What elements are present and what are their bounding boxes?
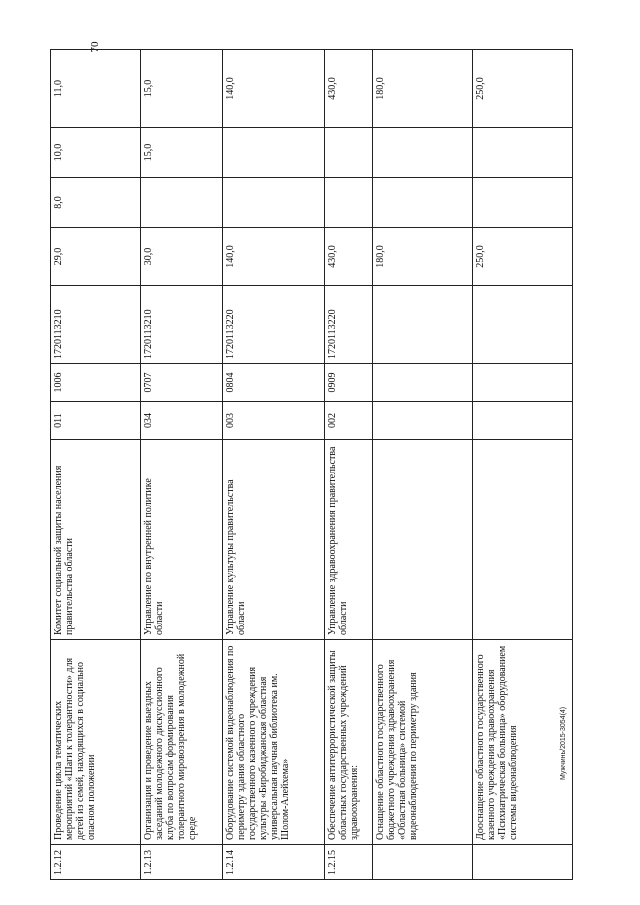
cell-executor: Управление по внутренней политике области [141,440,223,640]
cell-activity: Обеспечение антитеррористической защиты областных государственных учреждений здравоохранения: [325,640,373,845]
table-row [325,50,373,880]
cell-year3: 250,0 [473,50,573,128]
cell-year2: 10,0 [51,128,141,178]
cell-rzpr [473,364,573,402]
cell-year1 [141,178,223,228]
footer-code: Мужчинь/2015-3054(4) [560,706,567,780]
cell-year3: 180,0 [373,50,473,128]
cell-total: 250,0 [473,228,573,286]
rotated-table-wrapper [50,20,610,880]
cell-executor [473,440,573,640]
cell-year2 [223,128,325,178]
cell-executor [373,440,473,640]
cell-csr [473,286,573,364]
program-table [50,49,573,880]
cell-year1 [373,178,473,228]
cell-activity: Дооснащение областного государственного казенного учреждения здравоохранения «Психиатрическая больница» оборудованием системы видеонаблюдения [473,640,573,845]
cell-grbs: 002 [325,402,373,440]
cell-no: 1.2.13 [141,845,223,880]
cell-activity: Оснащение областного государственного бюджетного учреждения здравоохранения «Областная больница» системой видеонаблюдения по периметру здания [373,640,473,845]
cell-year1 [325,178,373,228]
cell-rzpr: 0909 [325,364,373,402]
table-row [373,50,473,880]
cell-grbs [473,402,573,440]
table-row [51,50,141,880]
cell-executor: Управление культуры правительства области [223,440,325,640]
cell-csr: 1720113220 [325,286,373,364]
cell-executor: Комитет социальной защиты населения правительства области [51,440,141,640]
cell-year2 [373,128,473,178]
cell-rzpr: 0707 [141,364,223,402]
cell-year3: 140,0 [223,50,325,128]
cell-no [473,845,573,880]
cell-year1 [473,178,573,228]
cell-no: 1.2.12 [51,845,141,880]
cell-total: 30,0 [141,228,223,286]
cell-year3: 11,0 [51,50,141,128]
cell-csr [373,286,473,364]
cell-year3: 430,0 [325,50,373,128]
cell-csr: 1720113210 [141,286,223,364]
cell-no [373,845,473,880]
cell-rzpr: 1006 [51,364,141,402]
cell-executor: Управление здравоохранения правительства области [325,440,373,640]
cell-grbs: 011 [51,402,141,440]
cell-year1 [223,178,325,228]
table-row [223,50,325,880]
cell-year2: 15,0 [141,128,223,178]
cell-no: 1.2.14 [223,845,325,880]
cell-grbs: 034 [141,402,223,440]
cell-grbs: 003 [223,402,325,440]
cell-total: 29,0 [51,228,141,286]
cell-csr: 1720113220 [223,286,325,364]
cell-total: 140,0 [223,228,325,286]
cell-rzpr: 0804 [223,364,325,402]
table-body [51,50,573,880]
cell-year2 [325,128,373,178]
cell-no: 1.2.15 [325,845,373,880]
cell-activity: Проведение цикла тематических мероприятий «Шаги к толерантности» для детей из семей, находящихся в социально опасном положении [51,640,141,845]
cell-total: 430,0 [325,228,373,286]
cell-year2 [473,128,573,178]
cell-year3: 15,0 [141,50,223,128]
cell-rzpr [373,364,473,402]
cell-activity: Организация и проведение выездных заседаний молодежного дискуссионного клуба по вопросам формирования толерантного мировоззрения в молодежной среде [141,640,223,845]
cell-total: 180,0 [373,228,473,286]
table-row [473,50,573,880]
cell-csr: 1720113210 [51,286,141,364]
cell-year1: 8,0 [51,178,141,228]
cell-activity: Оборудование системой видеонаблюдения по периметру здания областного государственного казенного учреждения культуры «Биробиджанская областная универсальная научная библиотека им. Шолом-Алейхема» [223,640,325,845]
cell-grbs [373,402,473,440]
page-number: 70 [89,41,101,53]
table-row [141,50,223,880]
